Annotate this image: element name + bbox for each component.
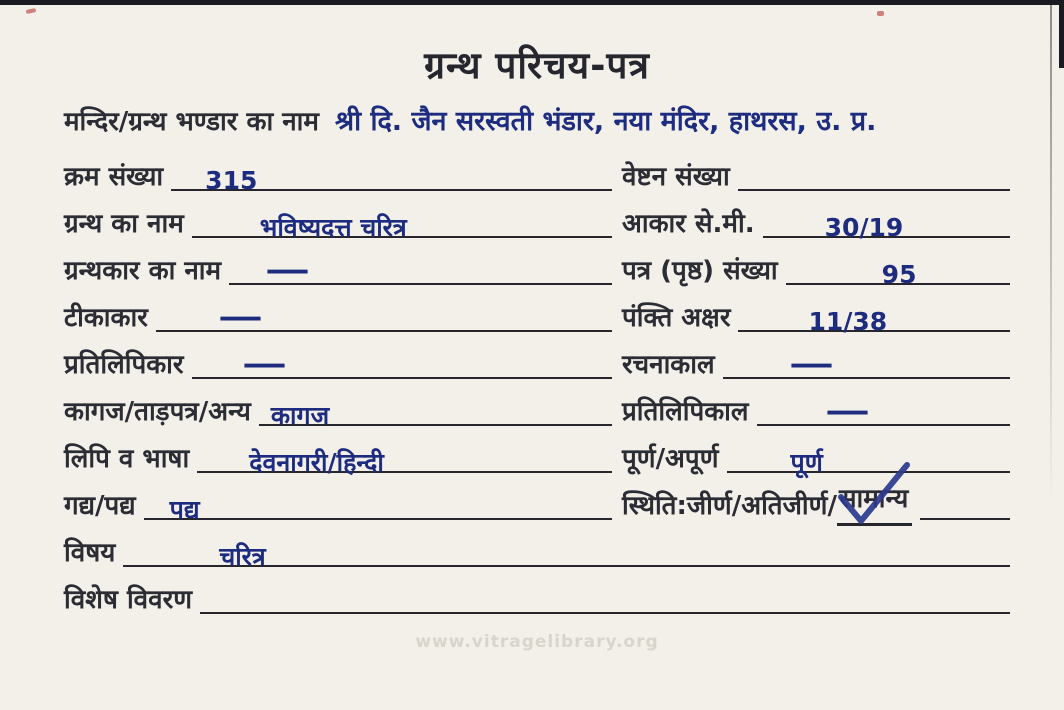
fields-grid [64,158,1010,628]
field-rule [920,478,1010,520]
field-rule [259,384,612,430]
scan-right-edge [1050,5,1052,505]
field-label: विषय [64,538,116,568]
field-rule [171,149,612,195]
field-rule [197,431,612,477]
field-label: क्रम संख्या [64,162,164,192]
field-value: — [824,394,870,430]
field-rule [229,243,612,289]
field-rule [192,196,612,242]
field-value: 95 [881,259,917,289]
field-value: 30/19 [824,212,904,242]
scan-right-corner [1059,0,1064,68]
field-rule [192,337,612,383]
field-value: देवनागरी/हिन्दी [249,447,384,477]
field-rule [727,431,1011,477]
scan-top-edge [0,0,1064,5]
field-value: कागज [270,400,330,430]
field-label: पत्र (पृष्ठ) संख्या [622,256,778,286]
repository-name-value: श्री दि. जैन सरस्वती भंडार, नया मंदिर, हाथरस, उ. प्र. [334,106,877,137]
field-value: — [788,347,834,383]
scan-artifact [877,11,884,16]
field-value: — [217,300,263,336]
field-label: कागज/ताड़पत्र/अन्य [64,397,251,427]
field-label: वेष्टन संख्या [622,162,730,192]
field-label: प्रतिलिपिकाल [622,397,749,427]
field-label: ग्रन्थ का नाम [64,209,184,239]
field-label: प्रतिलिपिकार [64,350,184,380]
field-rule [786,243,1010,289]
field-rule [200,572,1010,614]
field-rule [763,196,1010,242]
field-rule [123,525,1010,571]
repository-name-row [64,103,1010,150]
field-label: पंक्ति अक्षर [622,303,731,333]
field-rule [144,478,612,524]
field-value: चरित्र [219,541,266,571]
field-label: विशेष विवरण [64,585,193,615]
field-value: 315 [205,165,258,195]
field-label: ग्रन्थकार का नाम [64,256,222,286]
field-rule [738,290,1010,336]
condition-option-label: सामान्य [838,484,909,514]
field-label: गद्य/पद्य [64,491,136,521]
field-rule [723,337,1010,383]
condition-checked-option [837,483,912,526]
field-label: स्थिति:जीर्ण/अतिजीर्ण/ [622,491,837,521]
field-rule [757,384,1010,430]
field-label: रचनाकाल [622,350,715,380]
field-label: पूर्ण/अपूर्ण [622,444,719,474]
watermark-text: www.vitragelibrary.org [415,631,659,652]
field-value: पूर्ण [790,447,823,477]
repository-name-label: मन्दिर/ग्रन्थ भण्डार का नाम [64,107,319,137]
field-value: — [241,347,287,383]
field-value: पद्य [169,494,200,524]
field-label: लिपि व भाषा [64,444,190,474]
field-label: टीकाकार [64,303,148,333]
page-title: ग्रन्थ परिचय-पत्र [424,44,650,87]
field-value: 11/38 [808,306,888,336]
field-value: भविष्यदत्त चरित्र [259,212,407,242]
field-row-special-details [64,581,1010,628]
field-rule [156,290,612,336]
field-value: — [265,253,311,289]
field-rule [738,149,1010,191]
field-label: आकार से.मी. [622,209,755,239]
